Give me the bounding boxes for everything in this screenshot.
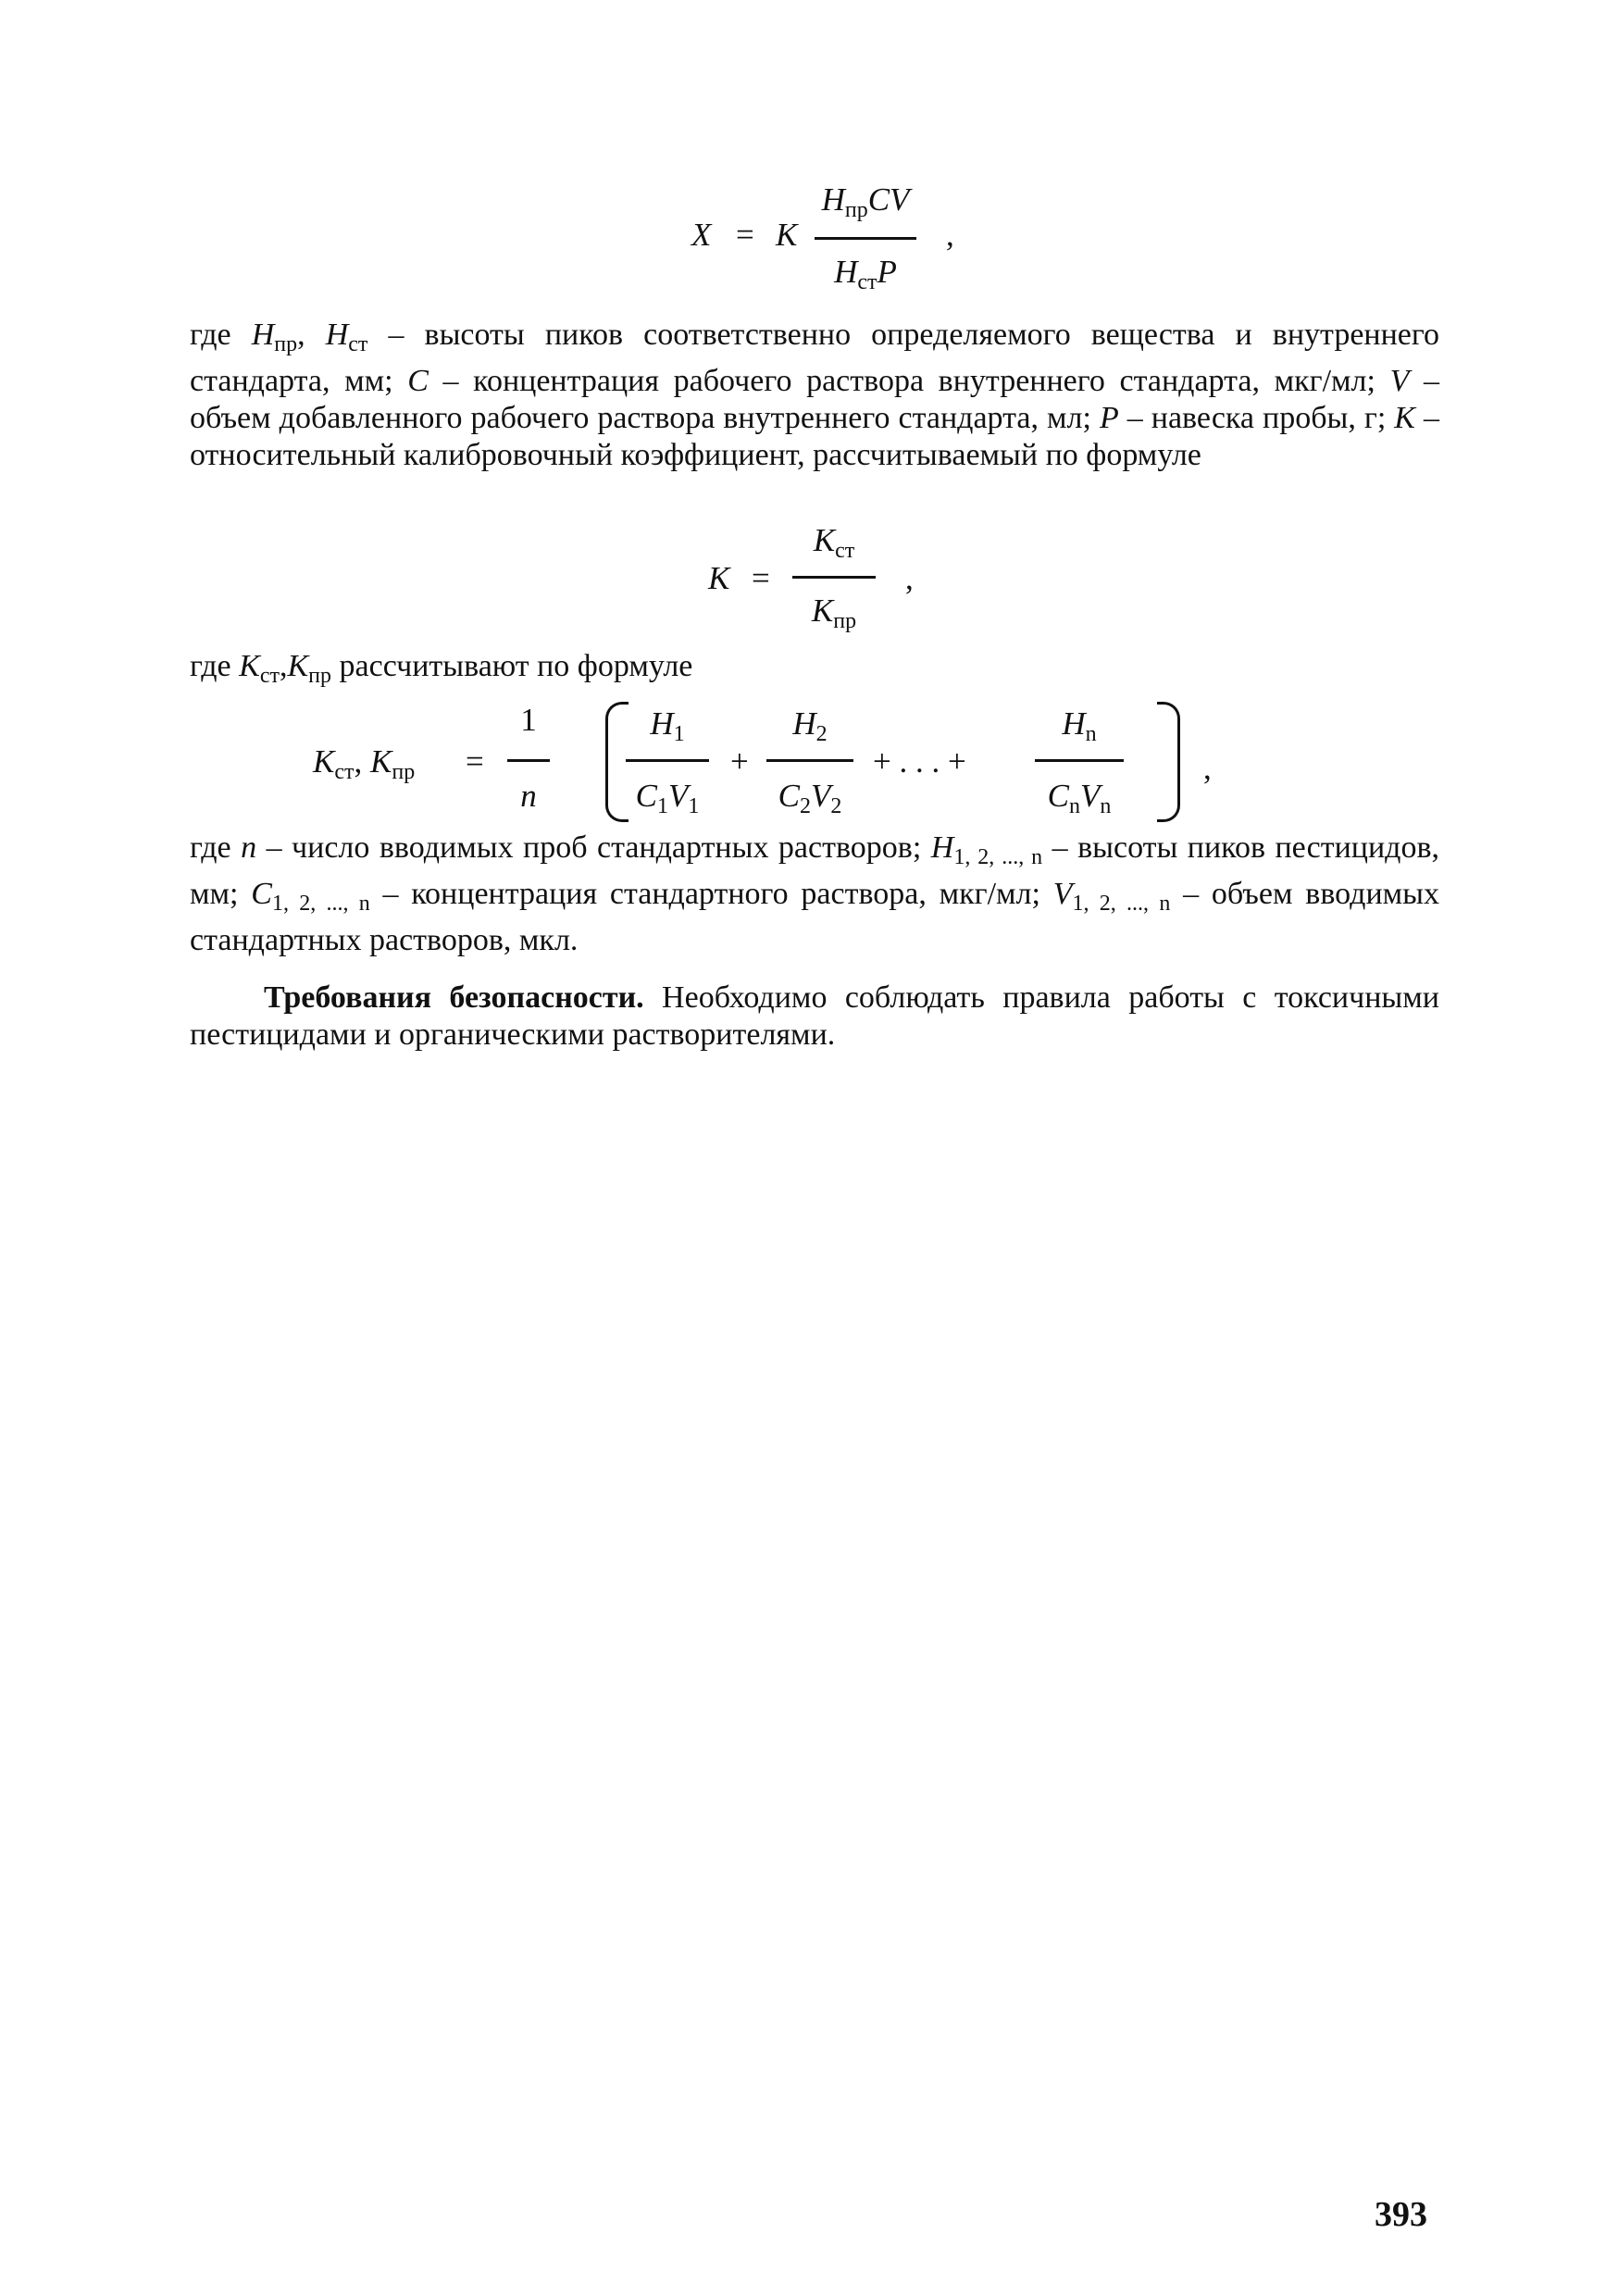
- formula-x-coefficient: K: [776, 217, 798, 253]
- formula-k-equals: =: [752, 560, 770, 596]
- formula-sum-one: 1: [520, 702, 537, 738]
- formula-x-equals: =: [736, 217, 754, 253]
- right-parenthesis: [1157, 702, 1180, 822]
- formula-sum-lhs: $K_{ст}$, $K_{пр}$: [313, 743, 416, 784]
- paragraph-definitions-sum: где n – число вводимых проб стандартных растворов; $H_{1, 2, ..., n}$ – высоты пиков пестицидов, мм; $C_{1, 2, ..., n}$ – концентрация стандартного раствора, мкг/мл; $V_{1, 2, ..., n}$ – объем вводимых стандартных растворов, мкл.: [190, 830, 1440, 957]
- formula-x-denominator: $H_{ст}P$: [834, 254, 897, 294]
- formula-sum-comma: ,: [1203, 750, 1212, 786]
- term2-fraction-bar: [766, 759, 853, 762]
- page-number: 393: [1375, 2195, 1427, 2234]
- term1-fraction-bar: [626, 759, 709, 762]
- formula-sum-equals: =: [466, 743, 484, 780]
- formula-x-numerator: $H_{пр}CV$: [821, 181, 910, 222]
- formula-sum-reciprocal-bar: [507, 759, 550, 762]
- termn-numerator: $H_n$: [1062, 705, 1097, 746]
- safety-heading: Требования безопасности.: [264, 980, 644, 1015]
- formula-x-fraction-bar: [815, 237, 916, 240]
- term2-denominator: $C_2V_2$: [778, 778, 842, 818]
- term1-denominator: $C_1V_1$: [635, 778, 700, 818]
- formula-k-denominator: $K_{пр}$: [811, 593, 857, 633]
- term2-numerator: $H_2$: [792, 705, 828, 746]
- paragraph-kst-kpr: где $K_{ст},K_{пр}$ рассчитывают по формуле: [190, 649, 693, 688]
- formula-sum-n: n: [520, 778, 537, 814]
- plus-sign: +: [730, 743, 749, 780]
- formula-k-lhs: K: [708, 560, 730, 596]
- formula-x-comma: ,: [946, 217, 954, 253]
- formula-k-numerator: $K_{ст}$: [813, 522, 855, 563]
- termn-denominator: $C_nV_n$: [1047, 778, 1112, 818]
- termn-fraction-bar: [1035, 759, 1124, 762]
- formula-k-comma: ,: [905, 560, 914, 596]
- formula-k-fraction-bar: [792, 576, 876, 579]
- paragraph-safety: Требования безопасности. Необходимо соблюдать правила работы с токсичными пестицидами и органическими растворителями.: [190, 980, 1439, 1052]
- paragraph-definitions-x: где $H_{пр}$, $H_{ст}$ – высоты пиков соответственно определяемого вещества и внутреннего стандарта, мм; C – концентрация рабочего раствора внутреннего стандарта, мкг/мл; V – объем добавленного рабочего раствора внутреннего стандарта, мл; P – навеска пробы, г; K – относительный калибровочный коэффициент, рассчитываемый по формуле: [190, 318, 1440, 472]
- formula-x-lhs: X: [691, 217, 712, 253]
- ellipsis-sum: + . . . +: [873, 743, 966, 780]
- term1-numerator: $H_1$: [650, 705, 685, 746]
